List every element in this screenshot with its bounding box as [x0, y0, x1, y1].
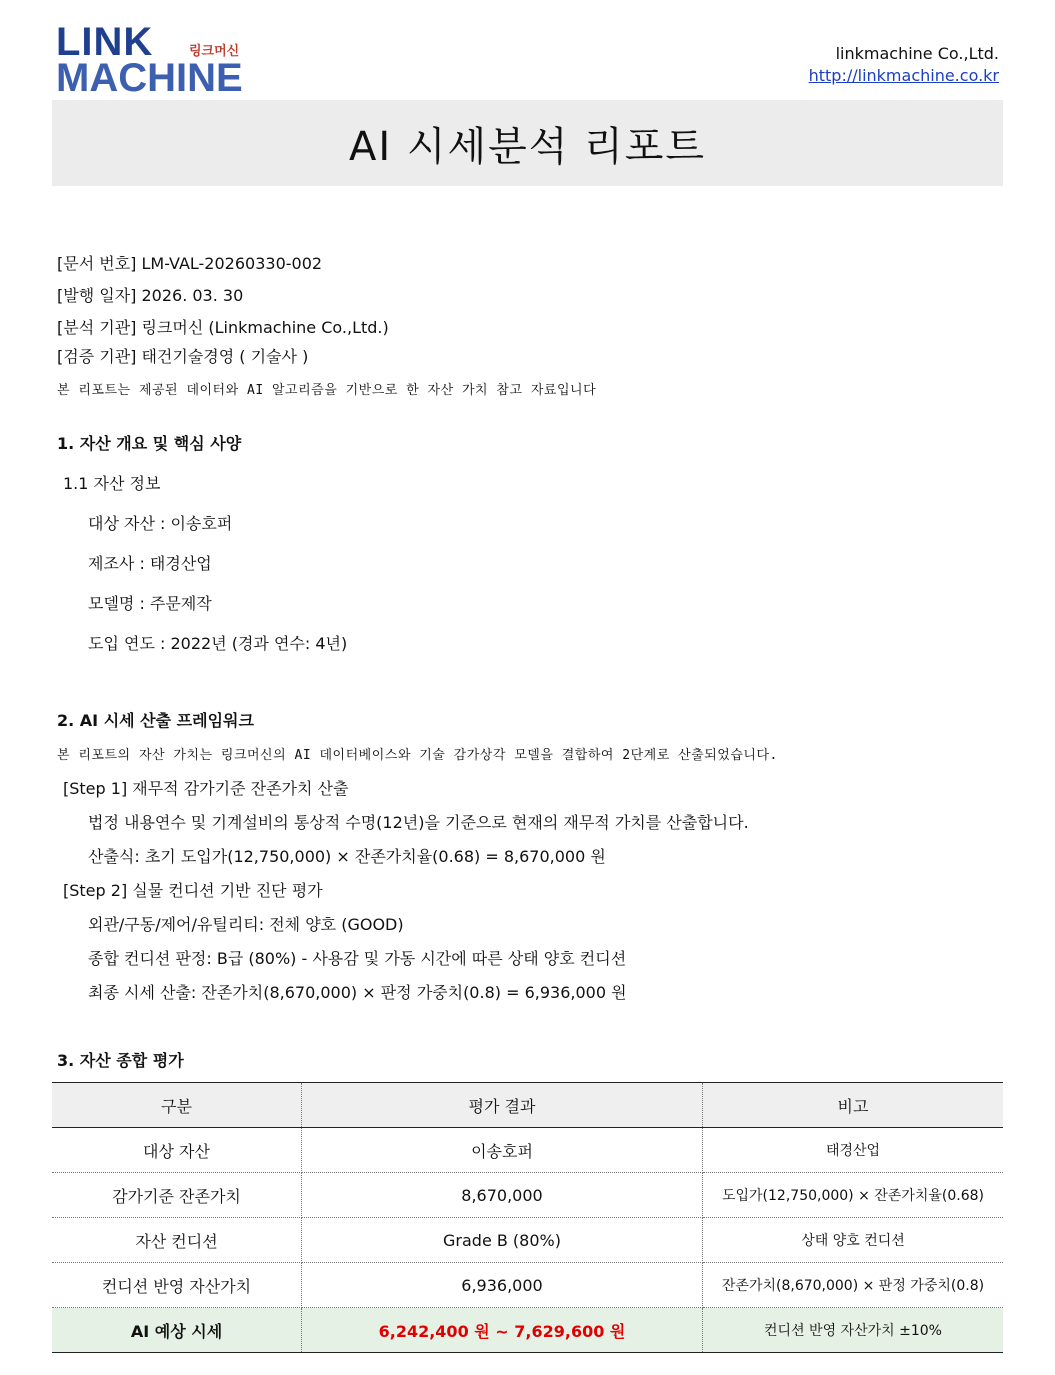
company-name: linkmachine Co.,Ltd.: [835, 44, 999, 63]
step2-line: 외관/구동/제어/유틸리티: 전체 양호 (GOOD): [88, 915, 404, 934]
company-info: [809, 43, 999, 87]
column-header: 평가 결과: [302, 1083, 703, 1128]
intro-year-item: 도입 연도 : 2022년 (경과 연수: 4년): [88, 634, 348, 653]
model-item: 모델명 : 주문제작: [88, 594, 212, 613]
column-header: 구분: [52, 1083, 302, 1128]
section1-subheading: 1.1 자산 정보: [63, 474, 161, 493]
step1-formula: 산출식: 초기 도입가(12,750,000) × 잔존가치율(0.68) = 8,670,000 원: [88, 847, 606, 866]
table-row: [52, 1263, 1003, 1308]
analyzer: [분석 기관] 링크머신 (Linkmachine Co.,Ltd.): [57, 318, 389, 337]
table-cell: 컨디션 반영 자산가치: [52, 1263, 302, 1308]
column-header: 비고: [703, 1083, 1004, 1128]
final-price-cell: 6,242,400 원 ~ 7,629,600 원: [302, 1308, 703, 1353]
section3-heading: 3. 자산 종합 평가: [57, 1051, 184, 1070]
final-price-row: [52, 1308, 1003, 1353]
evaluation-table: [52, 1082, 1003, 1353]
asset-item: 대상 자산 : 이송호퍼: [88, 514, 233, 533]
verifier: [검증 기관] 태건기술경영 ( 기술사 ): [57, 347, 309, 366]
final-note-cell: 컨디션 반영 자산가치 ±10%: [703, 1308, 1004, 1353]
final-label-cell: AI 예상 시세: [52, 1308, 302, 1353]
logo-korean-text: 링크머신: [189, 44, 240, 59]
step2-line: 종합 컨디션 판정: B급 (80%) - 사용감 및 가동 시간에 따른 상태 양호 컨디션: [88, 949, 627, 968]
step1-title: [Step 1] 재무적 감가기준 잔존가치 산출: [63, 779, 349, 798]
company-url-link[interactable]: http://linkmachine.co.kr: [808, 66, 999, 85]
table-cell: 8,670,000: [302, 1173, 703, 1218]
table-cell: 자산 컨디션: [52, 1218, 302, 1263]
disclaimer-note: 본 리포트는 제공된 데이터와 AI 알고리즘을 기반으로 한 자산 가치 참고 자료입니다: [57, 383, 597, 398]
step2-title: [Step 2] 실물 컨디션 기반 진단 평가: [63, 881, 323, 900]
doc-number: [문서 번호] LM-VAL-20260330-002: [57, 254, 323, 273]
table-cell: 감가기준 잔존가치: [52, 1173, 302, 1218]
company-logo: [56, 20, 256, 100]
table-row: [52, 1173, 1003, 1218]
step2-line: 최종 시세 산출: 잔존가치(8,670,000) × 판정 가중치(0.8) = 6,936,000 원: [88, 983, 627, 1002]
issue-date: [발행 일자] 2026. 03. 30: [57, 286, 244, 305]
table-row: [52, 1218, 1003, 1263]
logo-text-line2: MACHINE: [56, 56, 243, 100]
table-cell: 잔존가치(8,670,000) × 판정 가중치(0.8): [703, 1263, 1004, 1308]
step1-description: 법정 내용연수 및 기계설비의 통상적 수명(12년)을 기준으로 현재의 재무적 가치를 산출합니다.: [88, 813, 749, 832]
section2-intro: 본 리포트의 자산 가치는 링크머신의 AI 데이터베이스와 기술 감가상각 모델을 결합하여 2단계로 산출되었습니다.: [57, 748, 778, 763]
page-title: AI 시세분석 리포트: [348, 123, 707, 170]
table-cell: 상태 양호 컨디션: [703, 1218, 1004, 1263]
table-row: [52, 1128, 1003, 1173]
logo-text-line1: LINK: [56, 20, 154, 64]
table-cell: 이송호퍼: [302, 1128, 703, 1173]
section1-heading: 1. 자산 개요 및 핵심 사양: [57, 434, 242, 453]
section2-heading: 2. AI 시세 산출 프레임워크: [57, 711, 254, 730]
table-cell: 태경산업: [703, 1128, 1004, 1173]
table-header-row: [52, 1083, 1003, 1128]
manufacturer-item: 제조사 : 태경산업: [88, 554, 212, 573]
table-cell: 도입가(12,750,000) × 잔존가치율(0.68): [703, 1173, 1004, 1218]
table-cell: 6,936,000: [302, 1263, 703, 1308]
table-cell: Grade B (80%): [302, 1218, 703, 1263]
title-bar: [52, 100, 1003, 186]
table-cell: 대상 자산: [52, 1128, 302, 1173]
